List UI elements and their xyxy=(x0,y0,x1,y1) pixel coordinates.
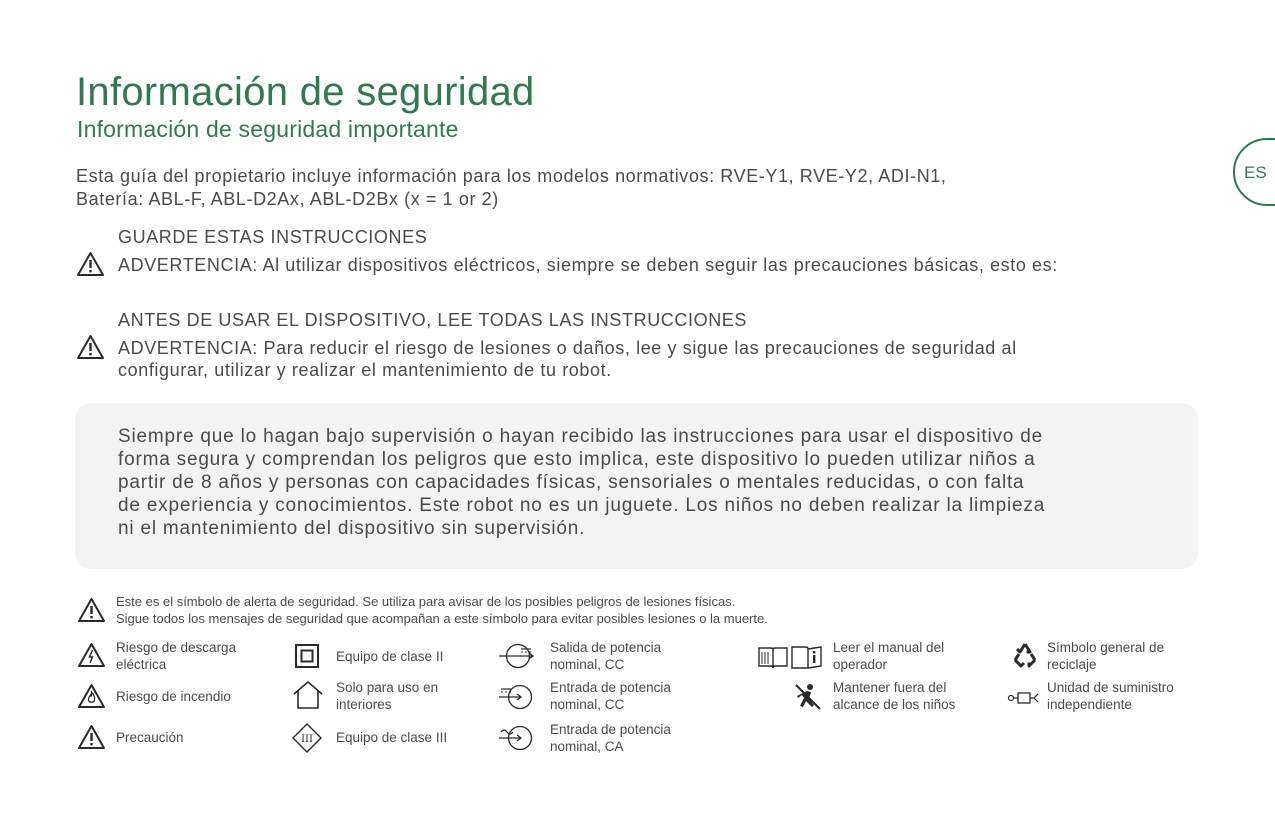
label-line: Unidad de suministro xyxy=(1047,680,1174,695)
label-line: eléctrica xyxy=(116,657,167,672)
electric-shock-label xyxy=(116,639,236,673)
notice-line: de experiencia y conocimientos. Este robot no es un juguete. Los niños no deben realizar la limpieza xyxy=(118,495,1046,516)
warning-basic-precautions: ADVERTENCIA: Al utilizar dispositivos eléctricos, siempre se deben seguir las precauciones básicas, esto es: xyxy=(118,255,1058,275)
keep-away-children-label xyxy=(833,679,955,713)
alert-line: Este es el símbolo de alerta de seguridad. Se utiliza para avisar de los posibles peligros de lesiones físicas. xyxy=(116,594,736,609)
notice-line: forma segura y comprendan los peligros que esto implica, este dispositivo lo pueden utilizar niños a xyxy=(118,449,1036,470)
read-manual-icon xyxy=(757,644,823,670)
label-line: Entrada de potencia xyxy=(550,722,671,737)
recycling-icon xyxy=(1011,641,1039,669)
children-notice-panel xyxy=(75,403,1198,569)
children-notice-text xyxy=(118,425,1178,540)
class-ii-label xyxy=(336,648,443,665)
dc-output-icon xyxy=(499,642,539,670)
label-line: independiente xyxy=(1047,697,1132,712)
read-manual-label xyxy=(833,639,944,673)
label-line: Equipo de clase II xyxy=(336,649,444,664)
label-line: operador xyxy=(833,657,888,672)
notice-line: Siempre que lo hagan bajo supervisión o hayan recibido las instrucciones para usar el dispositivo de xyxy=(118,426,1043,447)
indoor-use-icon xyxy=(292,680,324,710)
label-line: Solo para uso en xyxy=(336,680,439,695)
label-line: Riesgo de descarga xyxy=(116,640,237,655)
warning-icon xyxy=(76,334,105,360)
independent-power-unit-label xyxy=(1047,679,1174,713)
fire-warning-icon xyxy=(77,683,106,709)
safety-alert-icon xyxy=(77,597,106,623)
class-iii-equipment-icon xyxy=(291,722,323,754)
intro-line: Esta guía del propietario incluye información para los modelos normativos: RVE-Y1, RVE-Y2, ADI-N1, xyxy=(76,166,947,186)
label-line: Leer el manual del xyxy=(833,640,945,655)
save-instructions-heading: GUARDE ESTAS INSTRUCCIONES xyxy=(118,227,428,247)
label-line: Mantener fuera del xyxy=(833,680,947,695)
safety-alert-description xyxy=(116,593,916,627)
intro-line: Batería: ABL-F, ABL-D2Ax, ABL-D2Bx (x = 1 or 2) xyxy=(76,189,499,209)
caution-label xyxy=(116,729,184,746)
independent-power-unit-icon xyxy=(1007,689,1041,707)
keep-away-children-icon xyxy=(793,682,823,712)
electric-shock-warning-icon xyxy=(77,642,106,668)
notice-line: ni el mantenimiento del dispositivo sin supervisión. xyxy=(118,518,586,539)
warning-line: configurar, utilizar y realizar el mantenimiento de tu robot. xyxy=(118,360,612,380)
label-line: Precaución xyxy=(116,730,184,745)
notice-line: partir de 8 años y personas con capacidades físicas, sensoriales o mentales reducidas, o con falta xyxy=(118,472,1025,493)
label-line: nominal, CA xyxy=(550,739,624,754)
read-instructions-heading: ANTES DE USAR EL DISPOSITIVO, LEE TODAS LAS INSTRUCCIONES xyxy=(118,310,748,330)
models-intro xyxy=(76,165,1196,211)
page-title: Información de seguridad xyxy=(76,70,535,114)
language-tab-label: ES xyxy=(1244,163,1267,182)
label-line: reciclaje xyxy=(1047,657,1097,672)
page-subtitle: Información de seguridad importante xyxy=(77,116,459,142)
label-line: nominal, CC xyxy=(550,697,625,712)
warning-icon xyxy=(76,251,105,277)
ac-input-label xyxy=(550,721,671,755)
label-line: alcance de los niños xyxy=(833,697,956,712)
label-line: Riesgo de incendio xyxy=(116,689,231,704)
class-iii-label xyxy=(336,729,447,746)
recycling-label xyxy=(1047,639,1164,673)
warning-line: ADVERTENCIA: Para reducir el riesgo de lesiones o daños, lee y sigue las precauciones de seguridad al xyxy=(118,338,1017,358)
dc-input-label xyxy=(550,679,671,713)
label-line: nominal, CC xyxy=(550,657,625,672)
label-line: Equipo de clase III xyxy=(336,730,448,745)
label-line: interiores xyxy=(336,697,392,712)
indoor-use-label xyxy=(336,679,438,713)
caution-icon xyxy=(77,724,106,750)
alert-line: Sigue todos los mensajes de seguridad que acompañan a este símbolo para evitar posibles lesiones o la muerte. xyxy=(116,611,768,626)
ac-input-icon xyxy=(499,724,539,752)
language-tab[interactable] xyxy=(1233,138,1275,206)
dc-output-label xyxy=(550,639,661,673)
dc-input-icon xyxy=(499,683,539,711)
label-line: Entrada de potencia xyxy=(550,680,671,695)
label-line: Símbolo general de xyxy=(1047,640,1165,655)
svg-text:III: III xyxy=(301,734,313,745)
label-line: Salida de potencia xyxy=(550,640,662,655)
fire-label xyxy=(116,688,231,705)
warning-injury-risk xyxy=(118,337,1208,381)
class-ii-equipment-icon xyxy=(294,643,320,669)
